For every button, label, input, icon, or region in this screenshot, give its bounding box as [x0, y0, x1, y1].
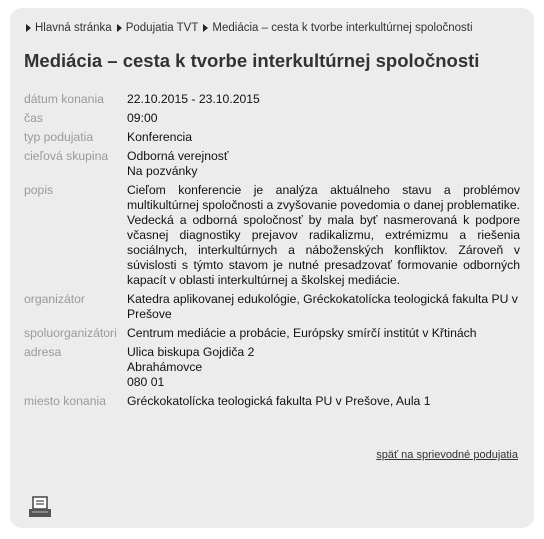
detail-label: čas: [24, 111, 43, 125]
detail-value-line: 080 01: [127, 375, 165, 389]
breadcrumb-item-home[interactable]: [26, 22, 112, 34]
detail-row-time: [24, 111, 520, 126]
detail-label: miesto konania: [24, 394, 106, 408]
back-to-events-link[interactable]: späť na sprievodné podujatia: [376, 449, 518, 461]
detail-value: Katedra aplikovanej edukológie, Gréckokatolícka teologická fakulta PU v Prešove: [127, 292, 518, 321]
breadcrumb-arrow-icon: [117, 24, 122, 32]
page-title: Mediácia – cesta k tvorbe interkultúrnej spoločnosti: [24, 50, 480, 71]
breadcrumb-label[interactable]: Hlavná stránka: [35, 22, 112, 34]
detail-label: dátum konania: [24, 92, 104, 106]
breadcrumb-label: Mediácia – cesta k tvorbe interkultúrnej spoločnosti: [212, 22, 473, 34]
event-details: [24, 92, 520, 413]
detail-label: spoluorganizátori: [24, 326, 117, 340]
detail-value: [127, 345, 520, 390]
detail-value-line: Na pozvánky: [127, 164, 198, 178]
detail-value-line: Odborná verejnosť: [127, 149, 229, 163]
detail-row-address: [24, 345, 520, 390]
detail-row-venue: [24, 394, 520, 409]
detail-value: [127, 149, 520, 179]
detail-row-coorganizers: [24, 326, 520, 341]
printer-icon-graphic: [28, 496, 52, 518]
breadcrumb-item-events[interactable]: [117, 22, 199, 34]
detail-value: 09:00: [127, 111, 158, 125]
detail-row-date: [24, 92, 520, 107]
detail-label: adresa: [24, 345, 62, 359]
detail-value: Centrum mediácie a probácie, Európsky smírčí institút v Křtinách: [127, 326, 477, 340]
detail-row-description: [24, 183, 520, 288]
breadcrumb-arrow-icon: [26, 24, 31, 32]
detail-value: Gréckokatolícka teologická fakulta PU v Prešove, Aula 1: [127, 394, 431, 408]
breadcrumb-item-current: [203, 22, 472, 34]
detail-value: Cieľom konferencie je analýza aktuálneho stavu a problémov multikultúrnej spoločnosti a zvyšovanie povedomia o danej problematike. Vedecká a odborná spoločnosť by mala byť nasmerovaná k podpore včasnej diagnostiky prejavov radikalizmu, extrémizmu a riešenia sociálnych, interkultúrnych a náboženských konfliktov. Zároveň v súvislosti s týmto stavom je nutné presadzovať formovanie odborných kapacít v oblasti interkultúrnej a školskej mediácie.: [127, 183, 520, 287]
detail-value-line: Abrahámovce: [127, 360, 203, 374]
detail-row-audience: [24, 149, 520, 179]
detail-label: organizátor: [24, 292, 85, 306]
detail-row-organizer: [24, 292, 520, 322]
detail-row-type: [24, 130, 520, 145]
breadcrumb-label[interactable]: Podujatia TVT: [125, 22, 199, 34]
breadcrumb: [26, 22, 478, 34]
event-detail-card: [10, 8, 534, 528]
detail-value: Konferencia: [127, 130, 193, 144]
printer-icon[interactable]: [28, 496, 52, 518]
detail-value: 22.10.2015 - 23.10.2015: [127, 92, 260, 106]
detail-label: typ podujatia: [24, 130, 94, 144]
detail-value-line: Ulica biskupa Gojdiča 2: [127, 345, 255, 359]
breadcrumb-arrow-icon: [203, 24, 208, 32]
detail-label: popis: [24, 183, 54, 197]
detail-label: cieľová skupina: [24, 149, 109, 163]
